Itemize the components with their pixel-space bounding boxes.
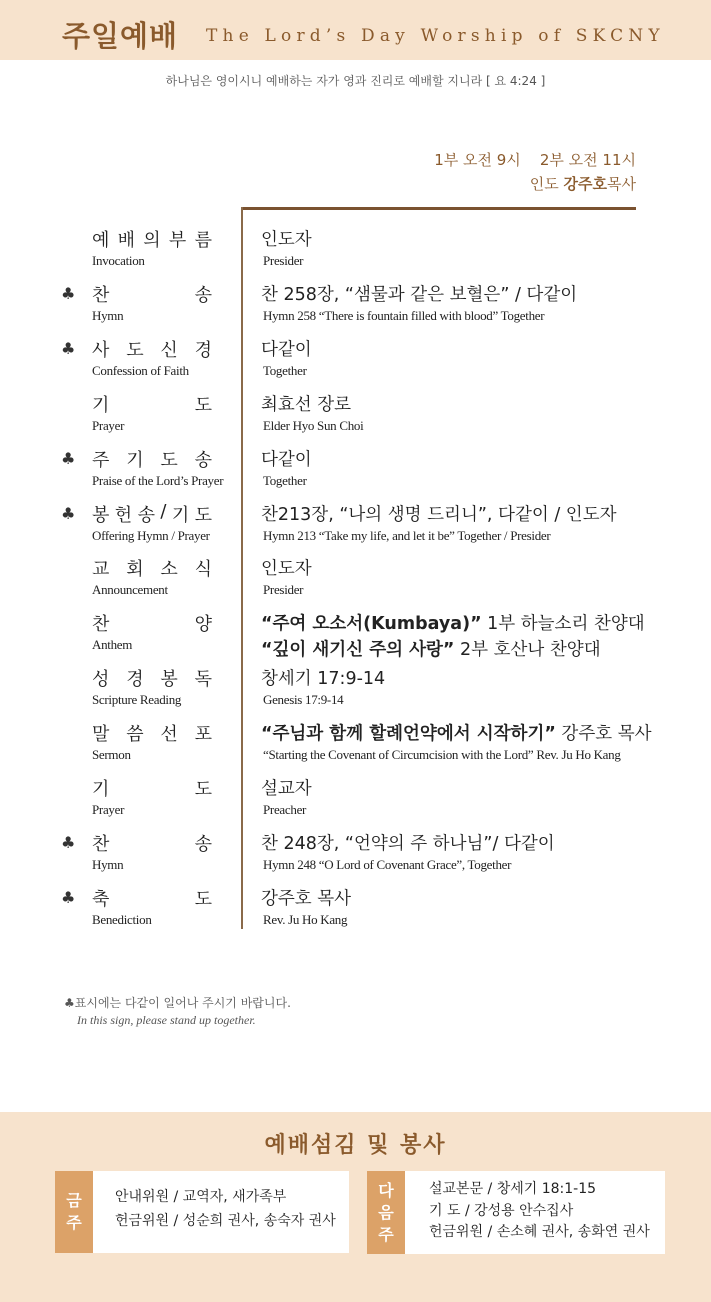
this-week-lines xyxy=(115,1185,336,1233)
club-icon: ♣ xyxy=(61,448,76,468)
order-item-content: 창세기 17:9-14 xyxy=(261,669,386,690)
list-item: 안내위원 / 교역자, 새가족부 xyxy=(115,1189,287,1205)
list-item: 헌금위원 / 손소혜 권사, 송화연 권사 xyxy=(429,1224,650,1240)
anthem-title: “깊이 새기신 주의 사랑” xyxy=(261,640,455,661)
page-title-english: The Lord’s Day Worship of SKCNY xyxy=(206,26,665,46)
tag-char: 다 xyxy=(378,1180,394,1200)
order-item-content-english: Hymn 213 “Take my life, and let it be” Together / Presider xyxy=(263,527,551,543)
order-item-content-english: Genesis 17:9-14 xyxy=(263,692,344,708)
order-item-title-english: Hymn xyxy=(92,307,124,323)
order-item-content: 다같이 xyxy=(261,449,312,470)
divider-top xyxy=(242,207,636,210)
order-item-content-english: Rev. Ju Ho Kang xyxy=(263,911,348,927)
order-item-title-english: Praise of the Lord’s Prayer xyxy=(92,472,224,488)
page-title: 주일예배 xyxy=(62,19,179,53)
order-item-content-english: Presider xyxy=(263,582,304,598)
order-row xyxy=(0,833,711,888)
order-item-content: 인도자 xyxy=(261,559,312,580)
club-icon: ♣ xyxy=(61,338,76,358)
service-times xyxy=(434,148,636,196)
order-item-content-english: Together xyxy=(263,472,307,488)
order-item-title-english: Benediction xyxy=(92,911,152,927)
stand-note: ♣표시에는 다같이 일어나 주시기 바랍니다. xyxy=(64,996,291,1010)
anthem-line xyxy=(261,610,645,635)
order-item-content: 찬 248장, “언약의 주 하나님”/ 다같이 xyxy=(261,833,555,854)
order-row xyxy=(0,888,711,943)
anthem-line xyxy=(261,636,601,661)
this-week-card xyxy=(55,1171,349,1253)
order-item-content-english: “Starting the Covenant of Circumcision with the Lord” Rev. Ju Ho Kang xyxy=(263,747,621,763)
order-row xyxy=(0,339,711,394)
order-item-title: 교 회 소 식 xyxy=(92,559,212,581)
order-row xyxy=(0,723,711,778)
service-time-line xyxy=(434,148,636,172)
header-banner xyxy=(0,0,711,60)
order-item-title: 주 기 도 송 xyxy=(92,449,212,471)
list-item: 기 도 / 강성용 안수집사 xyxy=(429,1202,574,1219)
leader-line xyxy=(434,172,636,196)
order-item-title: 찬 송 xyxy=(92,284,212,306)
order-item-content: 찬 258장, “샘물과 같은 보혈은” / 다같이 xyxy=(261,284,578,305)
order-item-title-english: Prayer xyxy=(92,417,125,433)
order-item-title: 기 도 xyxy=(92,394,212,416)
order-row xyxy=(0,668,711,723)
order-item-title: 기 도 xyxy=(92,779,212,800)
footer-title: 예배섬김 및 봉사 xyxy=(264,1133,447,1158)
order-item-title: 예 배 의 부 름 xyxy=(92,230,212,251)
order-row xyxy=(0,613,711,668)
first-service-time: 1부 오전 9시 xyxy=(434,151,521,169)
order-item-content-english: Hymn 258 “There is fountain filled with blood” Together xyxy=(263,307,545,323)
order-item-title-english: Announcement xyxy=(92,582,168,598)
next-week-tag xyxy=(367,1171,405,1254)
order-item-title: 찬 양 xyxy=(92,614,212,636)
tag-char: 음 xyxy=(378,1202,394,1222)
order-item-title-english: Anthem xyxy=(92,637,133,653)
order-item-content: 다같이 xyxy=(261,339,312,360)
order-item-content-english: Presider xyxy=(263,253,304,268)
order-item-content-english: Elder Hyo Sun Choi xyxy=(263,417,364,433)
order-item-title-english: Confession of Faith xyxy=(92,362,189,378)
scripture-verse: 하나님은 영이시니 예배하는 자가 영과 진리로 예배할 지니라 [ 요 4:24 ] xyxy=(165,74,546,88)
order-item-content: 인도자 xyxy=(261,230,312,250)
order-row xyxy=(0,778,711,833)
order-item-content-english: Hymn 248 “O Lord of Covenant Grace”, Together xyxy=(263,856,512,872)
order-item-content: 최효선 장로 xyxy=(261,394,352,415)
order-item-content: 찬213장, “나의 생명 드리니”, 다같이 / 인도자 xyxy=(261,504,617,525)
order-item-content: 설교자 xyxy=(261,779,312,799)
leader-suffix: 목사 xyxy=(607,175,636,193)
tag-char: 주 xyxy=(378,1224,394,1244)
club-icon: ♣ xyxy=(61,503,76,523)
order-item-content: 강주호 목사 xyxy=(261,888,352,909)
footer-panel xyxy=(0,1112,711,1302)
leader-name: 강주호 xyxy=(563,175,608,193)
order-row xyxy=(0,500,711,559)
order-row xyxy=(0,229,711,284)
order-row xyxy=(0,394,711,449)
order-item-title-english: Offering Hymn / Prayer xyxy=(92,527,210,543)
next-week-card xyxy=(367,1171,665,1254)
order-item-title: 말 씀 선 포 xyxy=(92,724,212,746)
order-item-content-english: Together xyxy=(263,362,307,378)
tag-char: 주 xyxy=(66,1213,82,1232)
tag-char: 금 xyxy=(66,1191,82,1210)
order-item-title: 사 도 신 경 xyxy=(92,339,212,361)
order-item-title: 봉 헌 송 / 기 도 xyxy=(92,500,212,526)
club-icon: ♣ xyxy=(61,832,76,852)
order-item-title-english: Sermon xyxy=(92,747,131,763)
this-week-tag xyxy=(55,1171,93,1253)
sermon-preacher: 강주호 목사 xyxy=(555,724,652,745)
anthem-choir: 1부 하늘소리 찬양대 xyxy=(481,614,645,635)
order-item-title: 축 도 xyxy=(92,888,212,910)
club-icon: ♣ xyxy=(61,887,76,907)
anthem-choir: 2부 호산나 찬양대 xyxy=(454,640,601,661)
next-week-lines xyxy=(429,1179,650,1244)
order-item-title: 찬 송 xyxy=(92,833,212,855)
order-item-title-english: Prayer xyxy=(92,802,125,817)
order-row xyxy=(0,284,711,339)
stand-note-english: In this sign, please stand up together. xyxy=(77,1013,256,1027)
list-item: 헌금위원 / 성순희 권사, 송숙자 권사 xyxy=(115,1213,336,1229)
list-item: 설교본문 / 창세기 18:1-15 xyxy=(429,1181,597,1197)
order-item-content xyxy=(261,720,652,745)
order-item-title: 성 경 봉 독 xyxy=(92,669,212,691)
sermon-title: “주님과 함께 할례언약에서 시작하기” xyxy=(261,724,556,745)
second-service-time: 2부 오전 11시 xyxy=(539,151,636,169)
order-row xyxy=(0,558,711,613)
order-item-title-english: Hymn xyxy=(92,856,124,872)
club-icon: ♣ xyxy=(61,283,76,303)
leader-prefix: 인도 xyxy=(529,175,559,193)
order-item-title-english: Scripture Reading xyxy=(92,692,182,708)
order-row xyxy=(0,449,711,504)
order-item-content-english: Preacher xyxy=(263,802,307,817)
anthem-title: “주여 오소서(Kumbaya)” xyxy=(261,614,482,635)
order-item-title-english: Invocation xyxy=(92,253,145,268)
